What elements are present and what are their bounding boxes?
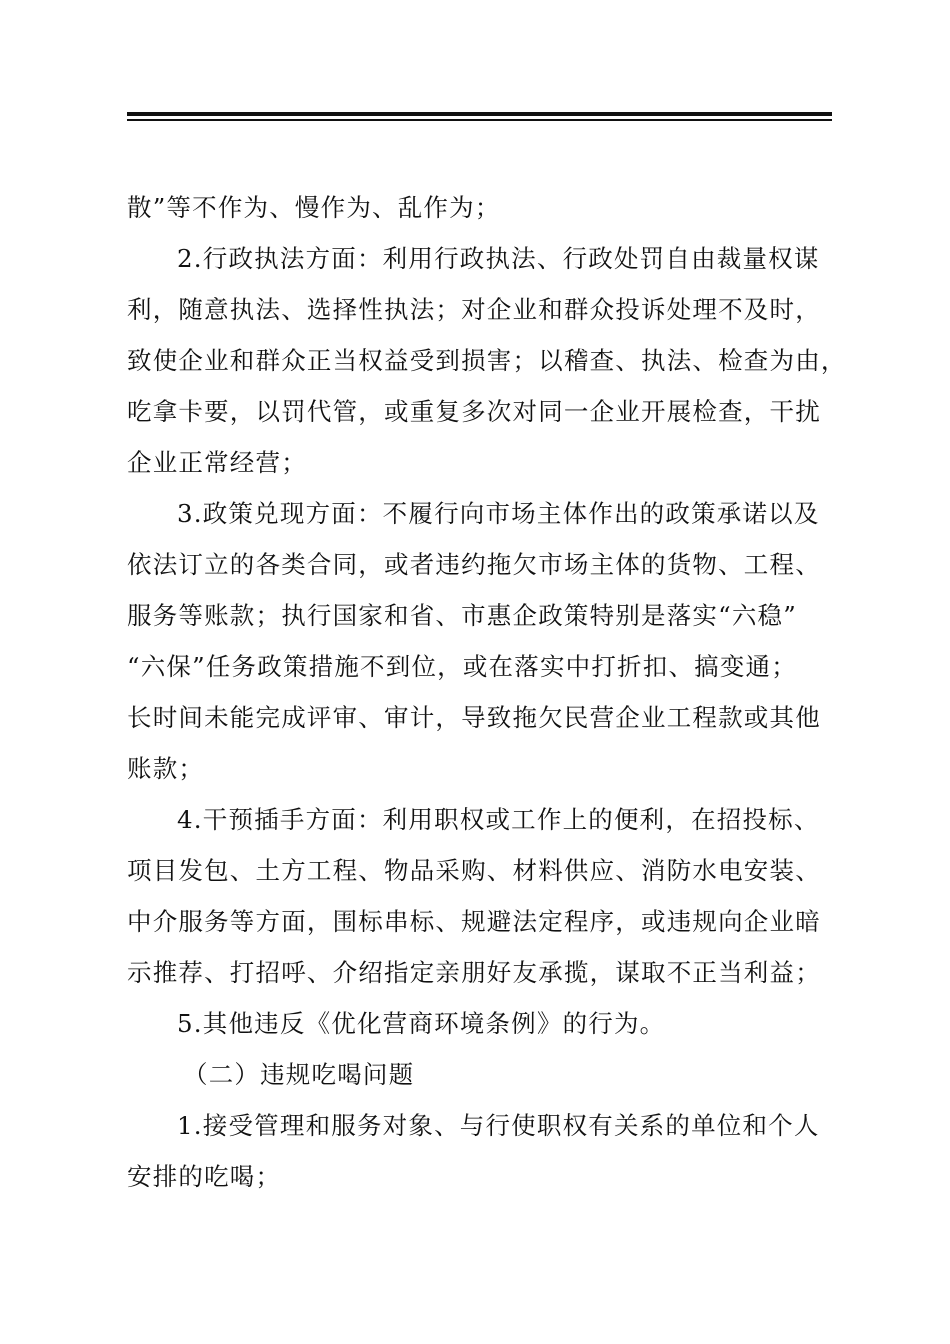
text-line: “六保”任务政策措施不到位，或在落实中打折扣、搞变通； <box>127 652 797 681</box>
text-line: 安排的吃喝； <box>127 1162 282 1191</box>
paragraph-start-line: 1.接受管理和服务对象、与行使职权有关系的单位和个人 <box>177 1111 820 1140</box>
text-line: 账款； <box>127 754 205 783</box>
paragraph-start-line: 5.其他违反《优化营商环境条例》的行为。 <box>177 1009 666 1038</box>
text-line: 吃拿卡要，以罚代管，或重复多次对同一企业开展检查，干扰 <box>127 397 821 426</box>
header-rule-thin <box>127 119 832 121</box>
paragraph-start-line: 2.行政执法方面：利用行政执法、行政处罚自由裁量权谋 <box>177 244 820 273</box>
text-line: 示推荐、打招呼、介绍指定亲朋好友承揽，谋取不正当利益； <box>127 958 821 987</box>
paragraph-start-line: 4.干预插手方面：利用职权或工作上的便利，在招投标、 <box>177 805 820 834</box>
text-line: 长时间未能完成评审、审计，导致拖欠民营企业工程款或其他 <box>127 703 821 732</box>
text-line: 企业正常经营； <box>127 448 307 477</box>
text-line: 中介服务等方面，围标串标、规避法定程序，或违规向企业暗 <box>127 907 821 936</box>
text-line: 利，随意执法、选择性执法；对企业和群众投诉处理不及时， <box>127 295 821 324</box>
text-line: 散”等不作为、慢作为、乱作为； <box>127 193 501 222</box>
paragraph-start-line: 3.政策兑现方面：不履行向市场主体作出的政策承诺以及 <box>177 499 820 528</box>
document-body <box>127 182 847 1202</box>
text-line: 项目发包、土方工程、物品采购、材料供应、消防水电安装、 <box>127 856 821 885</box>
text-line: 服务等账款；执行国家和省、市惠企政策特别是落实“六稳” <box>127 601 797 630</box>
text-line: 依法订立的各类合同，或者违约拖欠市场主体的货物、工程、 <box>127 550 821 579</box>
text-line: 致使企业和群众正当权益受到损害；以稽查、执法、检查为由， <box>127 346 847 375</box>
header-rule-thick <box>127 112 832 116</box>
section-heading: （二）违规吃喝问题 <box>183 1060 415 1089</box>
